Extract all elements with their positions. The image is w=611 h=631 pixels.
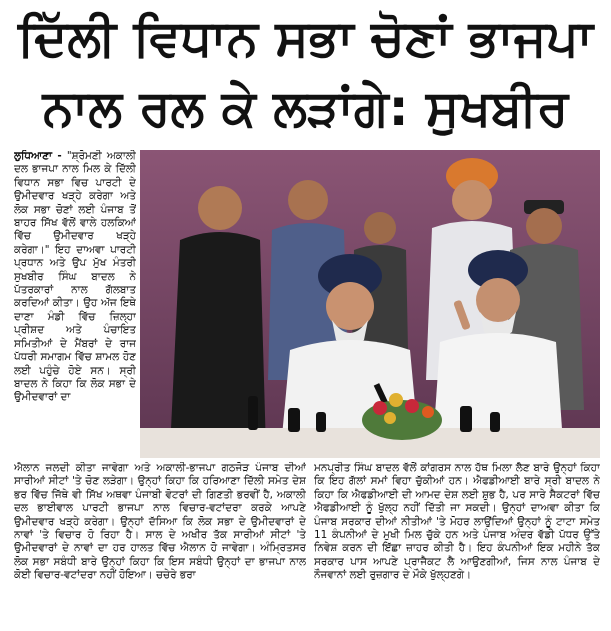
article-text-left: "ਸ਼੍ਰੋਮਣੀ ਅਕਾਲੀ ਦਲ ਭਾਜਪਾ ਨਾਲ ਮਿਲ ਕੇ ਦਿੱਲੀ ਵਿਧਾਨ ਸਭਾ ਵਿਚ ਪਾਰਟੀ ਦੇ ਉਮੀਦਵਾਰ ਖੜ੍ਹੇ ਕਰੇਗਾ ਅਤੇ ਲੋਕ ਸਭਾ ਚੋਣਾਂ ਲਈ ਪੰਜਾਬ ਤੋਂ ਬਾਹਰ ਸਿੱਖ ਵੱਲੋਂ ਵਾਲੇ ਹਲਕਿਆਂ ਵਿੱਚ ਉਮੀਦਵਾਰ ਖੜ੍ਹੇ ਕਰੇਗਾ।" ਇਹ ਦਾਅਵਾ ਪਾਰਟੀ ਪ੍ਰਧਾਨ ਅਤੇ ਉਪ ਮੁੱਖ ਮੰਤਰੀ ਸੁਖਬੀਰ ਸਿੰਘ ਬਾਦਲ ਨੇ ਪੱਤਰਕਾਰਾਂ ਨਾਲ ਗੱਲਬਾਤ ਕਰਦਿਆਂ ਕੀਤਾ। ਉਹ ਅੱਜ ਇਥੇ ਦਾਣਾ ਮੰਡੀ ਵਿੱਚ ਜ਼ਿਲ੍ਹਾ ਪ੍ਰੀਸ਼ਦ ਅਤੇ ਪੰਚਾਇਤ ਸਮਿਤੀਆਂ ਦੇ ਮੈਂਬਰਾਂ ਦੇ ਰਾਜ ਪੱਧਰੀ ਸਮਾਗਮ ਵਿੱਚ ਸ਼ਾਮਲ ਹੋਣ ਲਈ ਪਹੁੰਚੇ ਹੋਏ ਸਨ। ਸ੍ਰੀ ਬਾਦਲ ਨੇ ਕਿਹਾ ਕਿ ਲੋਕ ਸਭਾ ਦੇ ਉਮੀਦਵਾਰਾਂ ਦਾ — [14, 150, 136, 404]
headline-line-2: ਨਾਲ ਰਲ ਕੇ ਲੜਾਂਗੇ: ਸੁਖਬੀਰ — [42, 79, 569, 137]
photo-illustration — [140, 150, 600, 458]
headline-line-1: ਦਿੱਲੀ ਵਿਧਾਨ ਸਭਾ ਚੋਣਾਂ ਭਾਜਪਾ — [18, 9, 593, 67]
table — [140, 428, 600, 458]
dateline: ਲੁਧਿਆਣਾ - — [14, 150, 62, 162]
article-column-left — [14, 150, 136, 458]
article-column-bottom-left: ਐਲਾਨ ਜਲਦੀ ਕੀਤਾ ਜਾਵੇਗਾ ਅਤੇ ਅਕਾਲੀ-ਭਾਜਪਾ ਗਠਜੋੜ ਪੰਜਾਬ ਦੀਆਂ ਸਾਰੀਆਂ ਸੀਟਾਂ 'ਤੇ ਚੋਣ ਲੜੇਗਾ। ਉਨ੍ਹਾਂ ਕਿਹਾ ਕਿ ਹਰਿਆਣਾ ਦਿੱਲੀ ਸਮੇਤ ਦੇਸ਼ ਭਰ ਵਿੱਚ ਜਿੱਥੇ ਵੀ ਸਿੱਖ ਅਥਵਾ ਪੰਜਾਬੀ ਵੋਟਰਾਂ ਦੀ ਗਿਣਤੀ ਭਰਵੀਂ ਹੈ, ਅਕਾਲੀ ਦਲ ਭਾਈਵਾਲ ਪਾਰਟੀ ਭਾਜਪਾ ਨਾਲ ਵਿਚਾਰ-ਵਟਾਂਦਰਾ ਕਰਕੇ ਆਪਣੇ ਉਮੀਦਵਾਰ ਖੜ੍ਹੇ ਕਰੇਗਾ। ਉਨ੍ਹਾਂ ਦੱਸਿਆ ਕਿ ਲੋਕ ਸਭਾ ਦੇ ਉਮੀਦਵਾਰਾਂ ਦੇ ਨਾਵਾਂ 'ਤੇ ਵਿਚਾਰ ਹੋ ਰਿਹਾ ਹੈ। ਸਾਲ ਦੇ ਅਖੀਰ ਤੱਕ ਸਾਰੀਆਂ ਸੀਟਾਂ 'ਤੇ ਉਮੀਦਵਾਰਾਂ ਦੇ ਨਾਵਾਂ ਦਾ ਹਰ ਹਾਲਤ ਵਿੱਚ ਐਲਾਨ ਹੋ ਜਾਵੇਗਾ। ਅੰਮ੍ਰਿਤਸਰ ਲੋਕ ਸਭਾ ਸਬੰਧੀ ਬਾਰੇ ਉਨ੍ਹਾਂ ਕਿਹਾ ਕਿ ਇਸ ਸਬੰਧੀ ਉਨ੍ਹਾਂ ਦਾ ਭਾਜਪਾ ਨਾਲ ਕੋਈ ਵਿਚਾਰ-ਵਟਾਂਦਰਾ ਨਹੀਂ ਹੋਇਆ। ਚਚੇਰੇ ਭਰਾ — [14, 462, 306, 582]
article-column-bottom-right: ਮਨਪ੍ਰੀਤ ਸਿੰਘ ਬਾਦਲ ਵੱਲੋਂ ਕਾਂਗਰਸ ਨਾਲ ਹੱਥ ਮਿਲਾ ਲੈਣ ਬਾਰੇ ਉਨ੍ਹਾਂ ਕਿਹਾ ਕਿ ਇਹ ਗੱਲਾਂ ਸਮਾਂ ਵਿਹਾ ਚੁੱਕੀਆਂ ਹਨ। ਐਫਡੀਆਈ ਬਾਰੇ ਸ੍ਰੀ ਬਾਦਲ ਨੇ ਕਿਹਾ ਕਿ ਐਫਡੀਆਈ ਦੀ ਆਮਦ ਦੇਸ਼ ਲਈ ਸ਼ੁਭ ਹੈ, ਪਰ ਸਾਰੇ ਸੈਕਟਰਾਂ ਵਿੱਚ ਐਫਡੀਆਈ ਨੂੰ ਖੁੱਲ੍ਹ ਨਹੀਂ ਦਿੱਤੀ ਜਾ ਸਕਦੀ। ਉਨ੍ਹਾਂ ਦਾਅਵਾ ਕੀਤਾ ਕਿ ਪੰਜਾਬ ਸਰਕਾਰ ਦੀਆਂ ਨੀਤੀਆਂ 'ਤੇ ਮੋਹਰ ਲਾਉਂਦਿਆਂ ਉਨ੍ਹਾਂ ਨੂੰ ਟਾਟਾ ਸਮੇਤ 11 ਕੰਪਨੀਆਂ ਦੇ ਮੁਖੀ ਮਿਲ ਚੁੱਕੇ ਹਨ ਅਤੇ ਪੰਜਾਬ ਅੰਦਰ ਵੱਡੀ ਪੱਧਰ ਉੱਤੇ ਨਿਵੇਸ਼ ਕਰਨ ਦੀ ਇੱਛਾ ਜ਼ਾਹਰ ਕੀਤੀ ਹੈ। ਇਹ ਕੰਪਨੀਆਂ ਇਕ ਮਹੀਨੇ ਤੱਕ ਸਰਕਾਰ ਪਾਸ ਆਪਣੇ ਪ੍ਰਾਜੈਕਟ ਲੈ ਆਉਣਗੀਆਂ, ਜਿਸ ਨਾਲ ਪੰਜਾਬ ਦੇ ਨੌਜਵਾਨਾਂ ਲਈ ਰੁਜ਼ਗਾਰ ਦੇ ਮੌਕੇ ਖੁੱਲ੍ਹਣਗੇ। — [314, 462, 600, 582]
press-conference-photo — [140, 150, 600, 458]
